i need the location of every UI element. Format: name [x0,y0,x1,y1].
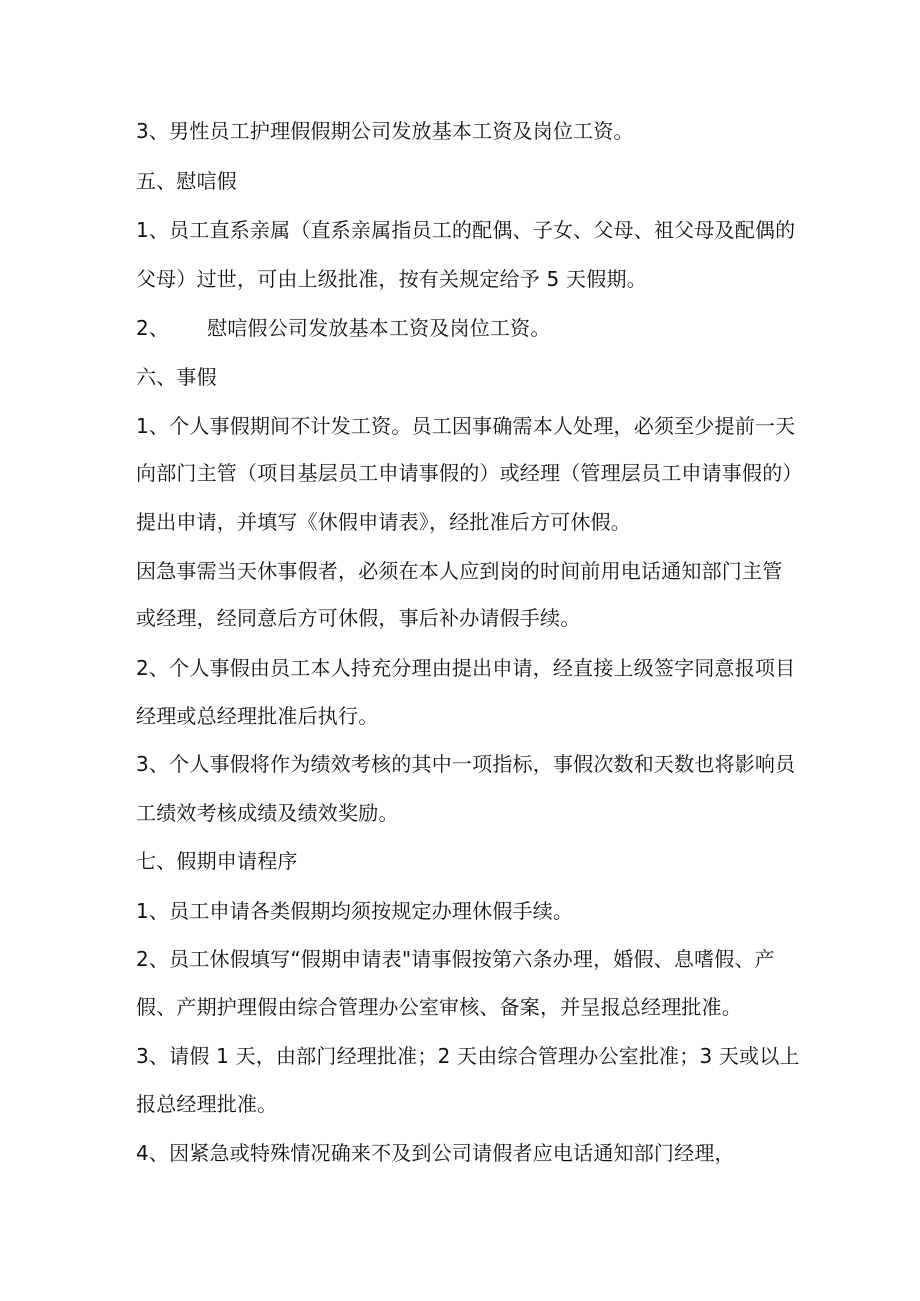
text-line: 3、请假 1 天，由部门经理批准；2 天由综合管理办公室批准；3 天或以上 [136,1044,800,1068]
text-line: 经理或总经理批准后执行。 [136,704,379,728]
text-line: 3、男性员工护理假假期公司发放基本工资及岗位工资。 [136,119,634,143]
text-line: 报总经理批准。 [136,1092,278,1116]
list-text: 慰唁假公司发放基本工资及岗位工资。 [207,316,551,340]
text-line: 或经理，经同意后方可休假，事后补办请假手续。 [136,606,581,630]
text-line: 3、个人事假将作为绩效考核的其中一项指标，事假次数和天数也将影响员 [136,752,796,776]
text-line: 因急事需当天休事假者，必须在本人应到岗的时间前用电话通知部门主管 [136,559,783,583]
section-heading: 五、慰唁假 [136,169,237,193]
text-line: 向部门主管（项目基层员工申请事假的）或经理（管理层员工申请事假的） [136,461,803,485]
text-line: 1、员工申请各类假期均须按规定办理休假手续。 [136,899,574,923]
text-line: 父母）过世，可由上级批准，按有关规定给予 5 天假期。 [136,267,647,291]
text-line: 提出申请，并填写《休假申请表》，经批准后方可休假。 [136,510,631,534]
text-line: 工绩效考核成绩及绩效奖励。 [136,801,399,825]
list-number: 2、 [136,316,170,340]
text-line [136,314,551,342]
section-heading: 七、假期申请程序 [136,849,298,873]
text-line: 2、个人事假由员工本人持充分理由提出申请，经直接上级签字同意报项目 [136,656,796,680]
text-line: 1、员工直系亲属（直系亲属指员工的配偶、子女、父母、祖父母及配偶的 [136,218,796,242]
text-line: 1、个人事假期间不计发工资。员工因事确需本人处理，必须至少提前一天 [136,414,796,438]
text-line: 假、产期护理假由综合管理办公室审核、备案，并呈报总经理批准。 [136,995,742,1019]
text-line: 2、员工休假填写“假期申请表"请事假按第六条办理，婚假、息嗜假、产 [136,947,775,971]
text-line: 4、因紧急或特殊情况确来不及到公司请假者应电话通知部门经理， [136,1141,735,1165]
section-heading: 六、事假 [136,365,217,389]
